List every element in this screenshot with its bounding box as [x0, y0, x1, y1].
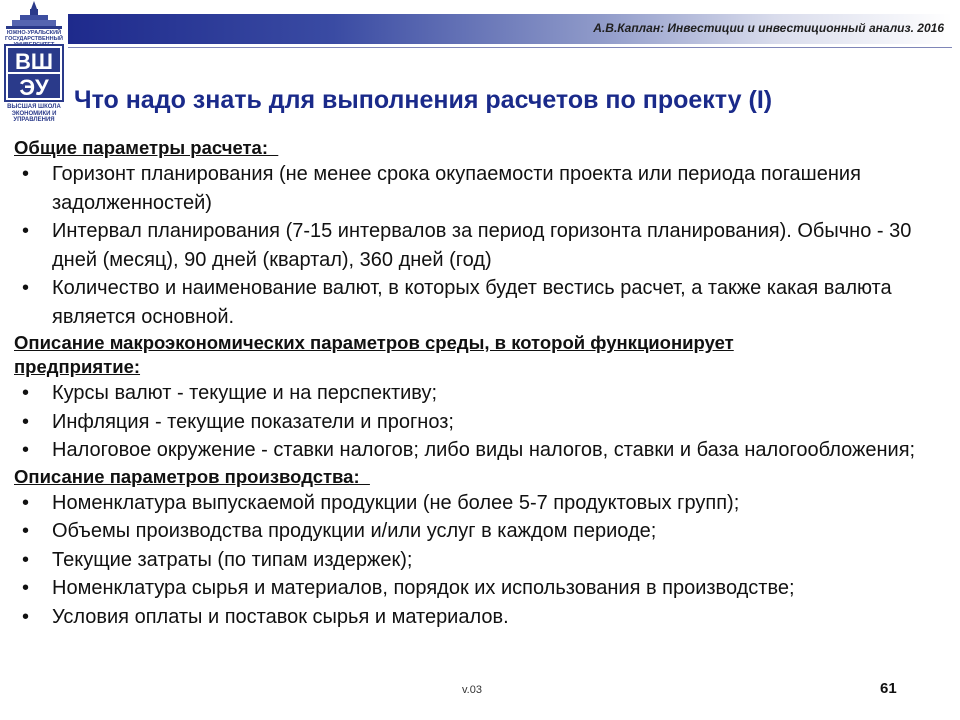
list-item: • Условия оплаты и поставок сырья и материалов.	[14, 603, 954, 632]
logo-letters-bottom: ЭУ	[19, 75, 49, 100]
logo-university-text: ЮЖНО-УРАЛЬСКИЙ ГОСУДАРСТВЕННЫЙ	[5, 30, 63, 42]
list-item: • Курсы валют - текущие и на перспективу;	[14, 379, 954, 408]
slide-title: Что надо знать для выполнения расчетов по проекту (I)	[74, 86, 773, 114]
header-text: А.В.Каплан: Инвестиции и инвестиционный анализ. 2016	[593, 21, 944, 35]
university-logo	[0, 0, 68, 124]
list-item: • Инфляция - текущие показатели и прогноз;	[14, 408, 954, 437]
section-macro	[14, 331, 954, 465]
section-heading: Описание параметров производства:	[14, 465, 370, 487]
list-item: • Текущие затраты (по типам издержек);	[14, 546, 954, 575]
list-item: • Горизонт планирования (не менее срока окупаемости проекта или периода погашения задолженностей)	[14, 160, 954, 217]
list-item: • Номенклатура выпускаемой продукции (не более 5-7 продуктовых групп);	[14, 489, 954, 518]
page-number: 61	[880, 680, 897, 697]
header-divider	[68, 47, 952, 48]
logo-school-text: ВЫСШАЯ ШКОЛА ЭКОНОМИКИ И УПРАВЛЕНИЯ	[7, 104, 61, 123]
list-item: • Объемы производства продукции и/или услуг в каждом периоде;	[14, 517, 954, 546]
section-heading: Описание макроэкономических параметров среды, в которой функционирует предприятие:	[14, 332, 734, 377]
list-item: • Номенклатура сырья и материалов, порядок их использования в производстве;	[14, 574, 954, 603]
section-general	[14, 136, 954, 331]
section-production	[14, 465, 954, 632]
slide-content	[14, 136, 954, 631]
list-item: • Интервал планирования (7-15 интервалов за период горизонта планирования). Обычно - 30 дней (месяц), 90 дней (квартал), 360 дней (год)	[14, 217, 954, 274]
section-heading: Общие параметры расчета:	[14, 137, 279, 158]
logo-letters-top: ВШ	[15, 49, 53, 74]
version-label: v.03	[462, 684, 482, 696]
list-item: • Количество и наименование валют, в которых будет вестись расчет, а также какая валюта является основной.	[14, 274, 954, 331]
logo-tower-icon	[0, 0, 68, 30]
list-item: • Налоговое окружение - ставки налогов; либо виды налогов, ставки и база налогообложения;	[14, 436, 954, 465]
logo-emblem	[4, 44, 64, 102]
